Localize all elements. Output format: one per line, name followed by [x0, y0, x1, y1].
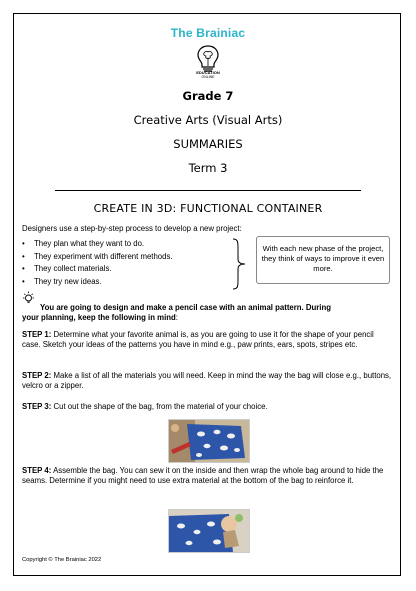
list-item: • They experiment with different methods.	[22, 251, 173, 264]
bag-assembly-photo	[168, 509, 250, 553]
doc-type-heading: SUMMARIES	[173, 137, 243, 151]
divider	[55, 190, 361, 191]
intro-text: Designers use a step-by-step process to develop a new project:	[22, 224, 242, 233]
section-title: CREATE IN 3D: FUNCTIONAL CONTAINER	[93, 202, 323, 215]
lightbulb-icon	[22, 291, 35, 305]
subject-heading: Creative Arts (Visual Arts)	[133, 113, 283, 127]
copyright-text: Copyright © The Brainiac 2022	[22, 557, 102, 563]
term-heading: Term 3	[188, 161, 228, 175]
instruction-line-1: You are going to design and make a pencil case with an animal pattern. During	[40, 303, 331, 312]
list-item: • They try new ideas.	[22, 276, 173, 289]
step-2: STEP 2: Make a list of all the materials you will need. Keep in mind the way the bag will close e.g., buttons, velcro or a zipper.	[22, 371, 392, 390]
brand-name: The Brainiac	[170, 26, 246, 40]
curly-brace-icon	[232, 238, 246, 290]
fabric-cutting-photo	[168, 419, 250, 463]
instruction-line-2: your planning, keep the following in mind:	[22, 313, 178, 322]
list-item: • They collect materials.	[22, 263, 173, 276]
list-item: • They plan what they want to do.	[22, 238, 173, 251]
step-3: STEP 3: Cut out the shape of the bag, from the material of your choice.	[22, 402, 268, 411]
grade-heading: Grade 7	[182, 89, 234, 103]
step-1: STEP 1: Determine what your favorite animal is, as you are going to use it for the shape of your pencil case. Sketch your ideas of the patterns you have in mind e.g., paw prints, ears, spots, stripes etc.	[22, 330, 374, 349]
logo-text: EDUCATION ONLINE	[196, 70, 220, 79]
process-list	[22, 238, 173, 288]
step-4: STEP 4: Assemble the bag. You can sew it on the inside and then wrap the whole bag around to hide the seams. Determine if you might need to use extra material at the bottom of the bag to reinforce it.	[22, 466, 384, 485]
callout-box: With each new phase of the project, they think of ways to improve it even more.	[256, 236, 390, 284]
